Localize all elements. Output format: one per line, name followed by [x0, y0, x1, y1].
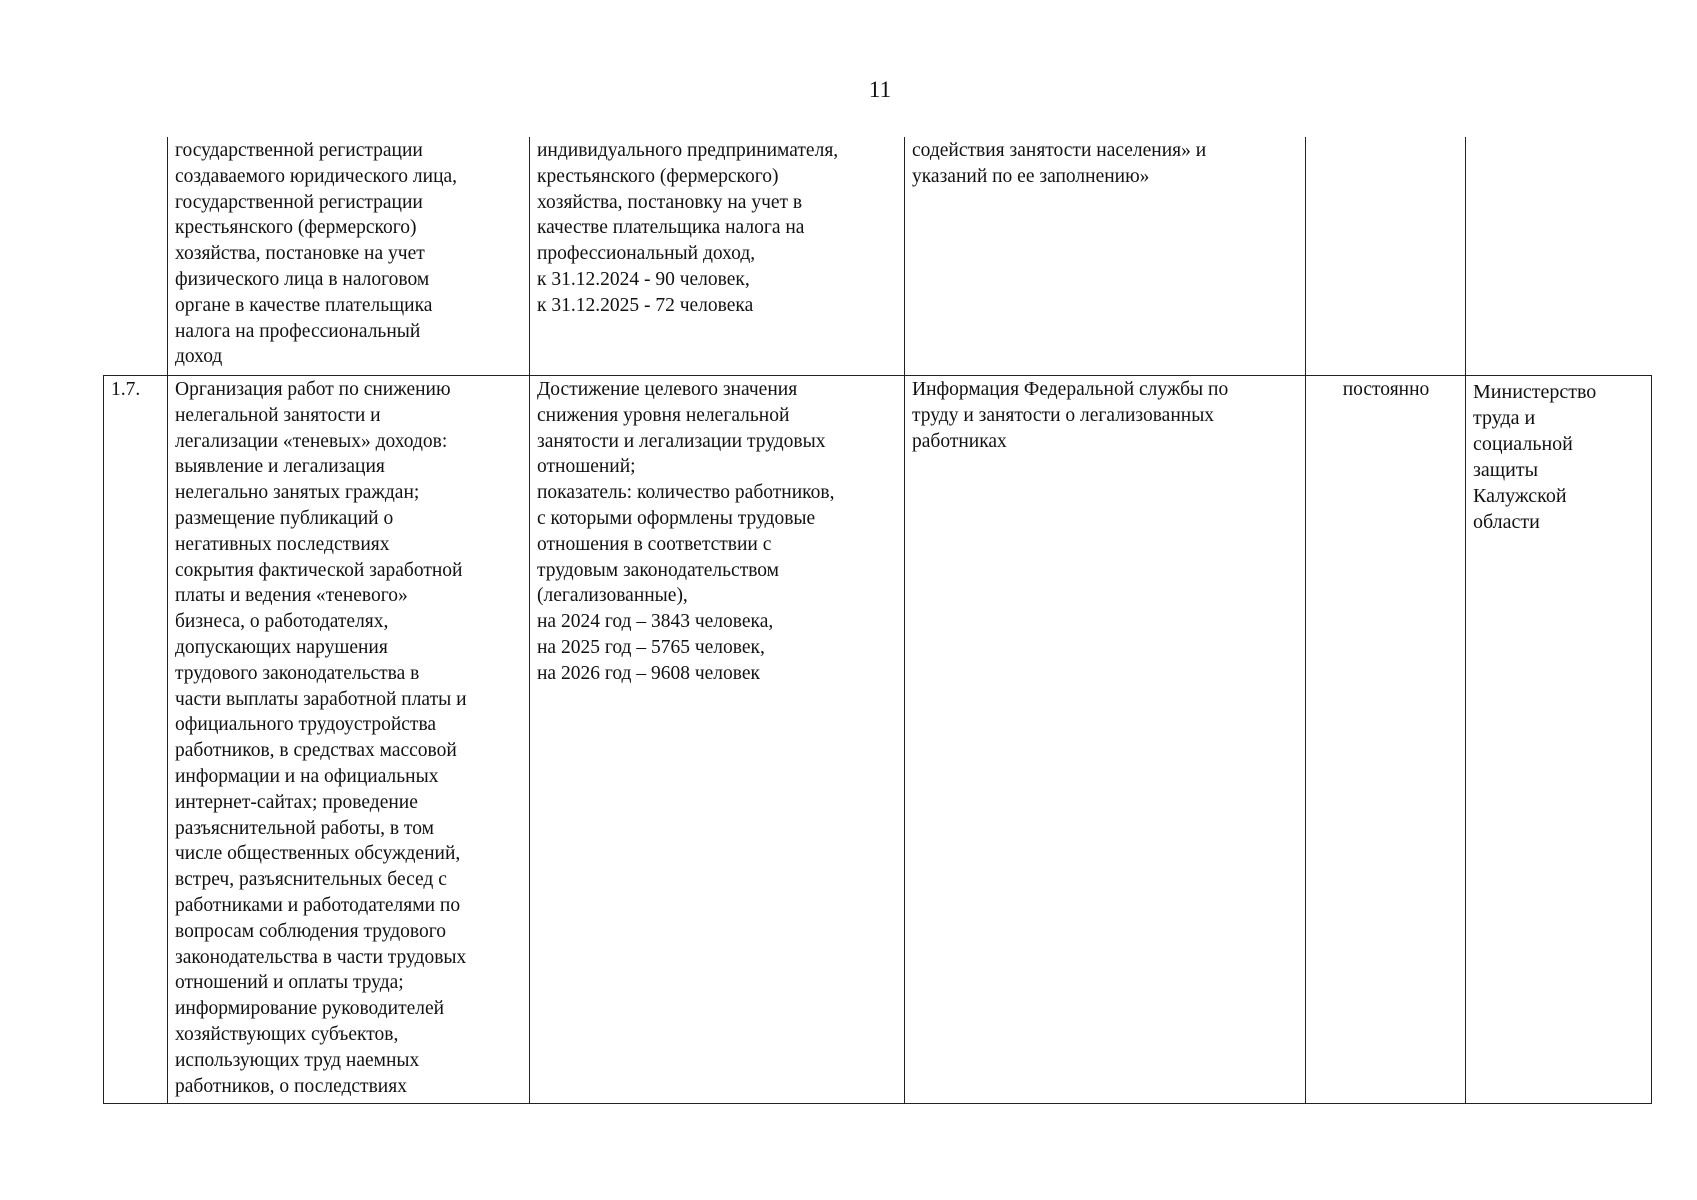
page-number: 11	[868, 77, 892, 102]
measures-table	[103, 137, 1652, 1104]
deadline-cell: постоянно	[1306, 376, 1466, 1104]
responsible-cell: Министерство труда и социальной защиты Калужской области	[1466, 376, 1652, 1104]
result-cell: индивидуального предпринимателя, крестьянского (фермерского) хозяйства, постановку на учет в качестве плательщика налога на профессиональный доход, к 31.12.2024 - 90 человек, к 31.12.2025 - 72 человека	[530, 137, 905, 376]
measure-cell: государственной регистрации создаваемого юридического лица, государственной регистрации крестьянского (фермерского) хозяйства, постановке на учет физического лица в налоговом органе в качестве плательщика налога на профессиональный доход	[168, 137, 530, 376]
source-cell: Информация Федеральной службы по труду и занятости о легализованных работниках	[905, 376, 1306, 1104]
table-row	[104, 137, 1652, 376]
row-number-cell: 1.7.	[104, 376, 168, 1104]
table-row	[104, 376, 1652, 1104]
row-number-cell	[104, 137, 168, 376]
responsible-cell	[1466, 137, 1652, 376]
measure-cell: Организация работ по снижению нелегальной занятости и легализации «теневых» доходов: выявление и легализация нелегально занятых граждан; размещение публикаций о негативных последствиях сокрытия фактической заработной платы и ведения «теневого» бизнеса, о работодателях, допускающих нарушения трудового законодательства в части выплаты заработной платы и официального трудоустройства работников, в средствах массовой информации и на официальных интернет-сайтах; проведение разъяснительной работы, в том числе общественных обсуждений, встреч, разъяснительных бесед с работниками и работодателями по вопросам соблюдения трудового законодательства в части трудовых отношений и оплаты труда; информирование руководителей хозяйствующих субъектов, использующих труд наемных работников, о последствиях	[168, 376, 530, 1104]
result-cell: Достижение целевого значения снижения уровня нелегальной занятости и легализации трудовых отношений; показатель: количество работников, с которыми оформлены трудовые отношения в соответствии с трудовым законодательством (легализованные), на 2024 год – 3843 человека, на 2025 год – 5765 человек, на 2026 год – 9608 человек	[530, 376, 905, 1104]
source-cell: содействия занятости населения» и указаний по ее заполнению»	[905, 137, 1306, 376]
deadline-cell	[1306, 137, 1466, 376]
